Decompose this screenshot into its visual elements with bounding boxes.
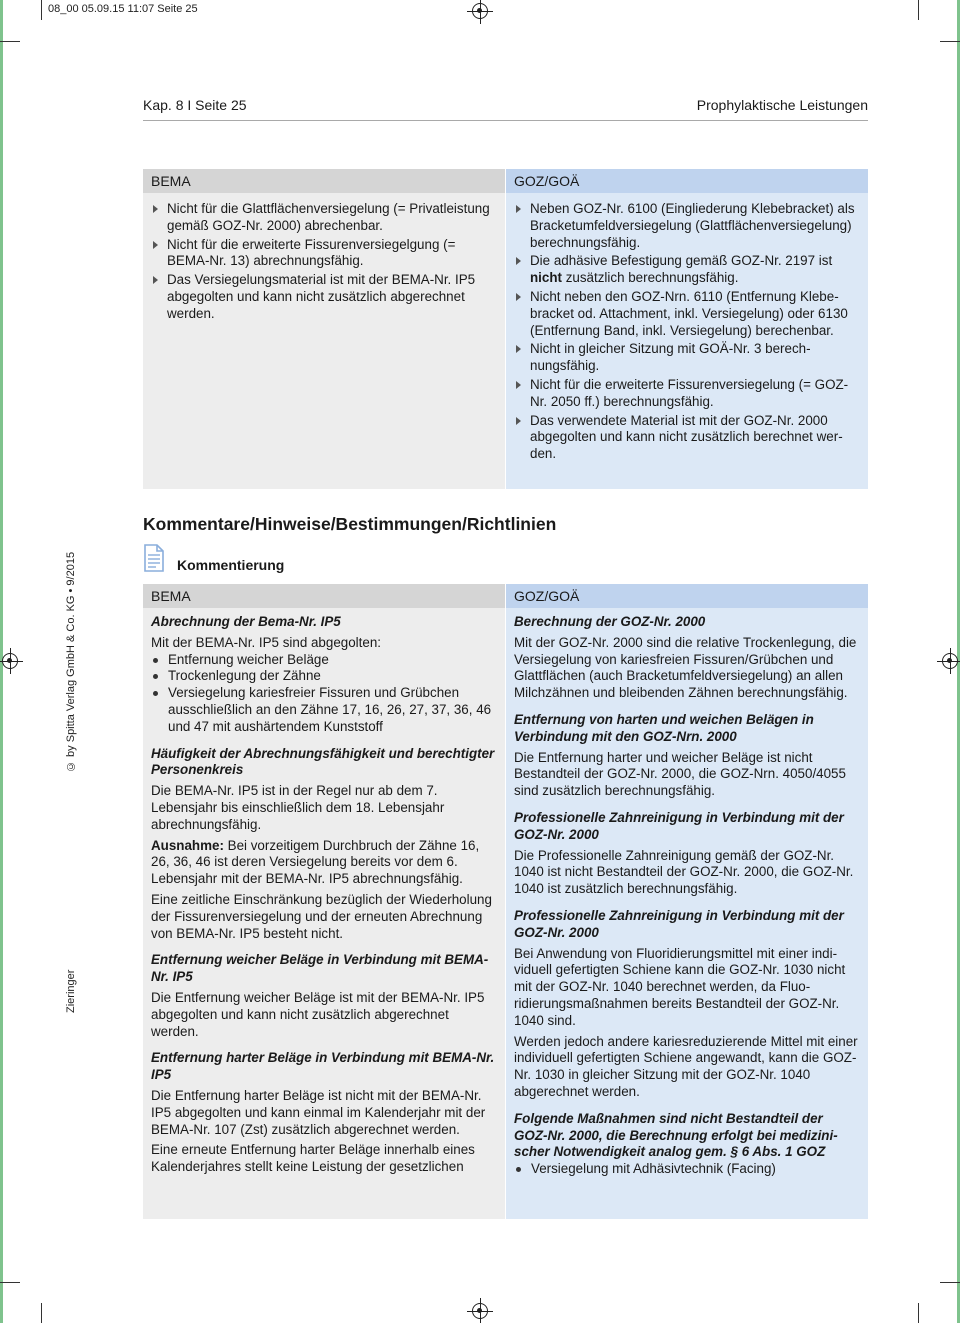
paragraph: Die Entfernung weicher Beläge ist mit der BEMA-Nr. IP5 abgegolten und kann nicht zusätzlich abgerechnet werden. (151, 989, 485, 1039)
paragraph: Eine zeitliche Einschränkung bezüglich der Wiederholung der Fissurenversiegelung und der erneuten Abrechnung von BEMA-Nr. IP5 besteht nicht. (151, 891, 492, 941)
goz-column (506, 169, 868, 489)
subheading: Folgende Maßnahmen sind nicht Bestandteil der GOZ-Nr. 2000, die Berechnung erfolgt bei medizinischer Notwendigkeit analog gem. § 6 Abs. 1 GOZ (514, 1110, 838, 1160)
registration-mark-icon (472, 3, 488, 19)
paragraph: Ausnahme: Bei vorzeitigem Durchbruch der Zähne 16, 26, 36, 46 ist deren Versiegelung bereits vor dem 6. Lebensjahr mit der BEMA-Nr. IP5 abrechnungsfähig. (151, 837, 480, 887)
list-item: Das verwendete Material ist mit der GOZ-Nr. 2000 abgegolten und kann nicht zusätzlich berechnet werden. (514, 413, 858, 463)
section-title: Kommentare/Hinweise/Bestimmungen/Richtlinien (143, 514, 557, 534)
list-item: Nicht in gleicher Sitzung mit GOÄ-Nr. 3 berechnungsfähig. (514, 341, 858, 375)
list-item: Nicht für die Glattflächenversiegelung (= Privatleistung gemäß GOZ-Nr. 2000) abrechenbar. (151, 201, 495, 235)
crop-mark (0, 41, 20, 42)
crop-mark (918, 1303, 919, 1323)
commentary-table (143, 584, 868, 1219)
paragraph: Die BEMA-Nr. IP5 ist in der Regel nur ab dem 7. Lebensjahr bis einschließlich dem 18. Lebensjahr abrechnungsfähig. (151, 783, 445, 832)
subheading: Abrechnung der Bema-Nr. IP5 (151, 614, 341, 629)
paragraph: Mit der BEMA-Nr. IP5 sind abgegolten: (151, 634, 381, 650)
paragraph: Eine erneute Entfernung harter Beläge innerhalb eines Kalenderjahres stellt keine Leistung der gesetzlichen (151, 1142, 475, 1175)
crop-mark (940, 41, 960, 42)
subheading: Entfernung harter Beläge in Verbindung mit BEMA-Nr. IP5 (151, 1050, 495, 1083)
page-header (143, 97, 868, 121)
chapter-title: Prophylaktische Leistungen (696, 97, 868, 113)
paragraph: Die Entfernung harter Beläge ist nicht mit der BEMA-Nr. IP5 abgegolten und kann einmal im Kalenderjahr mit der BEMA-Nr. 107 (Zst) zusätzlich abgerechnet werden. (151, 1087, 486, 1137)
paragraph: Mit der GOZ-Nr. 2000 sind die relative Trockenlegung, die Versiegelung von kariesfreien Fissuren/Grübchen und Glattflächen (auch Bracketumfeldversiegelung) an allen Milchzähnen und bleibenden Zähnen berechnungsfähig. (514, 634, 857, 701)
side-author: Zieringer (65, 969, 77, 1013)
list-item: Nicht für die erweiterte Fissurenversiegelung (= GOZ-Nr. 2050 ff.) berechnungsfähig. (514, 377, 858, 411)
goz-column (506, 584, 868, 1219)
subheading: Professionelle Zahnreinigung in Verbindung mit der GOZ-Nr. 2000 (514, 809, 844, 842)
list-item: Neben GOZ-Nr. 6100 (Eingliederung Klebebracket) als Bracketumfeldversiegelung (Glattflächenversiegelung) berechnungsfähig. (514, 201, 858, 251)
registration-mark-icon (942, 653, 958, 669)
list-item: Die adhäsive Befestigung gemäß GOZ-Nr. 2197 ist nicht zusätzlich berechnungsfähig. (514, 253, 858, 287)
list-item: Trockenlegung der Zähne (151, 668, 495, 685)
subheading: Häufigkeit der Abrechnungsfähigkeit und berechtigter Personenkreis (151, 745, 495, 778)
print-slug: 08_00 05.09.15 11:07 Seite 25 (48, 3, 198, 15)
paragraph: Die Entfernung harter und weicher Beläge ist nicht Bestandteil der GOZ-Nr. 2000, die GOZ-Nrn. 4050/4055 sind zusätzlich berechnungsfähig. (514, 749, 846, 799)
crop-mark (41, 0, 42, 20)
crop-mark (0, 1282, 20, 1283)
paragraph: Bei Anwendung von Fluoridierungsmittel mit einer individuell gefertigten Schiene kann die GOZ-Nr. 1030 nicht mit der GOZ-Nr. 1040 berechnet werden, da Fluoridierungsmaßnahmen bereits Bestandteil der GOZ-Nr. 1040 sind. (514, 945, 846, 1028)
paragraph: Die Professionelle Zahnreinigung gemäß der GOZ-Nr. 1040 ist nicht Bestandteil der GOZ-Nr. 2000, die GOZ-Nr. 1040 ist zusätzlich berechnungsfähig. (514, 847, 854, 897)
list-item: Versiegelung mit Adhäsivtechnik (Facing) (514, 1161, 858, 1178)
crop-mark (41, 1303, 42, 1323)
commentary-label: Kommentierung (177, 557, 285, 573)
crop-mark (918, 0, 919, 20)
billing-rules-table (143, 169, 868, 489)
chapter-page-label: Kap. 8 I Seite 25 (143, 97, 247, 113)
list-item: Entfernung weicher Beläge (151, 652, 495, 669)
goz-column-header: GOZ/GOÄ (506, 584, 868, 608)
paragraph: Werden jedoch andere kariesreduzierende Mittel mit einer individuell gefertigten Schiene angewandt, kann die GOZ-Nr. 1030 in gleicher Sitzung mit der GOZ-Nr. 1040 abgerechnet werden. (514, 1033, 858, 1099)
subheading: Entfernung von harten und weichen Belägen in Verbindung mit den GOZ-Nrn. 2000 (514, 711, 814, 744)
bema-column-header: BEMA (143, 169, 505, 193)
list-item: Nicht neben den GOZ-Nrn. 6110 (Entfernung Klebebracket od. Attachment, inkl. Versiegelung) oder 6130 (Entfernung Band, inkl. Versiegelung) berechenbar. (514, 289, 858, 339)
crop-mark (940, 1282, 960, 1283)
side-copyright: © by Spitta Verlag GmbH & Co. KG • 9/2015 (65, 551, 77, 772)
subheading: Entfernung weicher Beläge in Verbindung mit BEMA-Nr. IP5 (151, 952, 489, 985)
bema-column (143, 584, 505, 1219)
list-item: Nicht für die erweiterte Fissurenversiegelgung (= BEMA-Nr. 13) abrechnungsfähig. (151, 237, 495, 271)
list-item: Versiegelung kariesfreier Fissuren und Grübchen ausschließlich an den Zähne 17, 16, 26, 27, 37, 36, 46 und 47 mit aushärtendem Kunststoff (151, 685, 495, 735)
subheading: Berechnung der GOZ-Nr. 2000 (514, 614, 706, 629)
bema-column (143, 169, 505, 489)
goz-column-header: GOZ/GOÄ (506, 169, 868, 193)
registration-mark-icon (2, 653, 18, 669)
document-icon (143, 543, 165, 573)
bema-column-header: BEMA (143, 584, 505, 608)
list-item: Das Versiegelungsmaterial ist mit der BEMA-Nr. IP5 abgegolten und kann nicht zusätzlich abgerechnet werden. (151, 272, 495, 322)
registration-mark-icon (472, 1303, 488, 1319)
subheading: Professionelle Zahnreinigung in Verbindung mit der GOZ-Nr. 2000 (514, 907, 844, 940)
